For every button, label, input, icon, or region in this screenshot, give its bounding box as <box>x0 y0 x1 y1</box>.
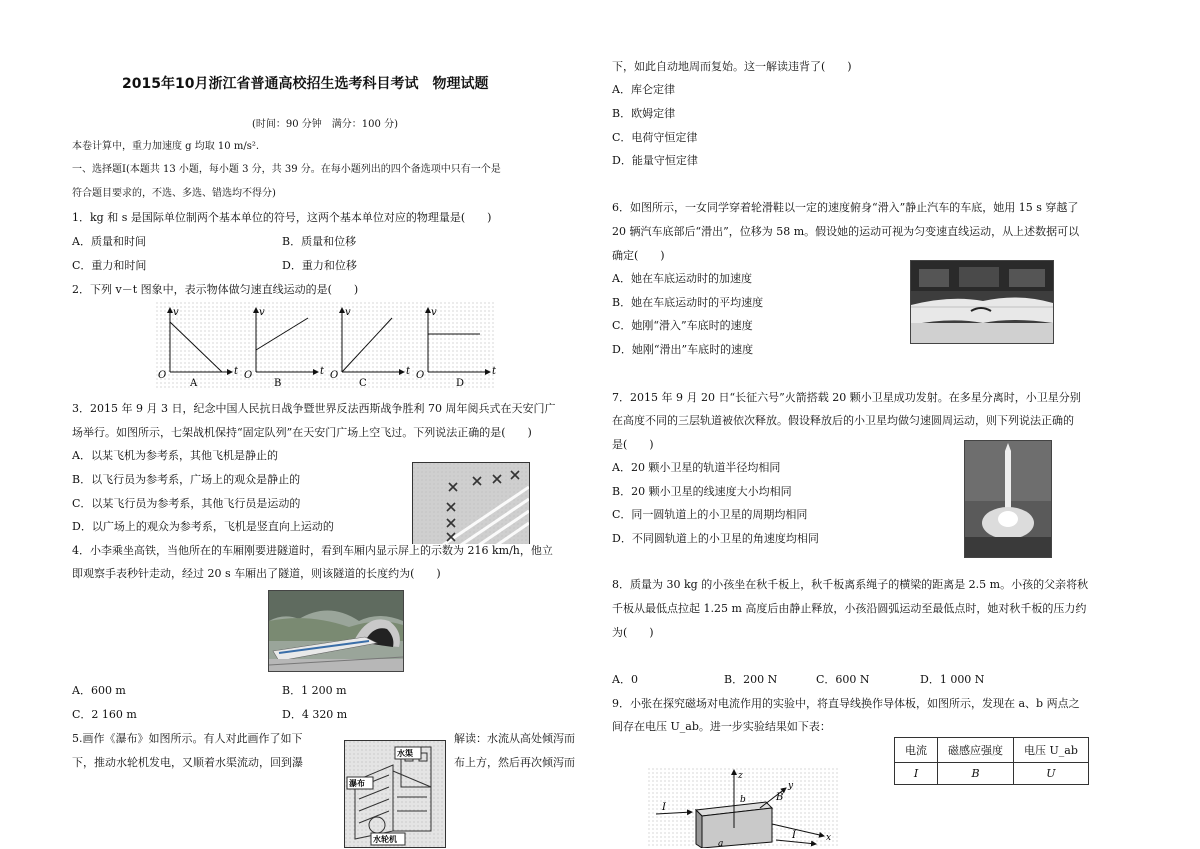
q1-option-b: B．质量和位移 <box>282 235 357 248</box>
q3-option-d: D．以广场上的观众为参考系，飞机是竖直向上运动的 <box>72 520 334 533</box>
q9-results-table <box>894 737 1089 785</box>
table-row <box>895 763 1089 785</box>
table-header-voltage: 电压 U_ab <box>1014 738 1089 763</box>
section1-intro-a: 一、选择题Ⅰ(本题共 13 小题，每小题 3 分，共 39 分。在每小题列出的四个备选项中只有一个是 <box>72 164 501 175</box>
q8-stem-a: 8．质量为 30 kg 的小孩坐在秋千板上，秋千板离系绳子的横梁的距离是 2.5 m。小孩的父亲将秋 <box>612 578 1089 591</box>
q4-train-tunnel-photo <box>268 590 404 672</box>
q5-option-d: D．能量守恒定律 <box>612 154 698 167</box>
q2-a-label: A <box>190 378 198 389</box>
q6-option-a: A．她在车底运动时的加速度 <box>612 272 752 285</box>
q6-stem-b: 20 辆汽车底部后“滑出”，位移为 58 m。假设她的运动可视为匀变速直线运动，从上述数据可以 <box>612 225 1080 238</box>
q2-d-t-label: t <box>492 366 496 377</box>
q3-stem-a: 3．2015 年 9 月 3 日，纪念中国人民抗日战争暨世界反法西斯战争胜利 70 周年阅兵式在天安门广 <box>72 402 556 415</box>
q6-option-d: D．她刚“滑出”车底时的速度 <box>612 343 754 356</box>
q2-c-label: C <box>359 378 367 389</box>
q5-waterfall-painting <box>344 740 446 848</box>
q8-option-b: B．200 N <box>724 673 778 686</box>
q5-label-waterfall: 瀑布 <box>349 778 365 788</box>
q4-option-b: B．1 200 m <box>282 684 347 697</box>
q4-option-c: C．2 160 m <box>72 708 137 721</box>
q4-stem-b: 即观察手表秒针走动，经过 20 s 车厢出了隧道，则该隧道的长度约为( ) <box>72 567 441 580</box>
table-cell-current: I <box>895 763 938 785</box>
q2-dotted-background <box>156 302 496 390</box>
table-cell-field: B <box>938 763 1014 785</box>
exam-time: (时间：90 分钟 满分：100 分) <box>252 119 398 130</box>
q7-option-b: B．20 颗小卫星的线速度大小均相同 <box>612 485 792 498</box>
q9-label-i-right: I <box>792 830 796 841</box>
q6-skater-photo <box>910 260 1054 344</box>
q7-option-d: D．不同圆轨道上的小卫星的角速度均相同 <box>612 532 819 545</box>
q5-line1-left: 5.画作《瀑布》如图所示。有人对此画作了如下 <box>72 732 303 745</box>
q2-d-label: D <box>456 378 465 389</box>
q2-d-origin: O <box>416 370 425 381</box>
q7-option-a: A．20 颗小卫星的轨道半径均相同 <box>612 461 781 474</box>
q9-label-field: B <box>776 792 784 803</box>
q8-stem-c: 为( ) <box>612 626 654 639</box>
q5-line2-right: 布上方，然后再次倾泻而 <box>454 756 575 769</box>
q2-d-v-label: v <box>431 307 437 318</box>
exam-title: 2015年10月浙江省普通高校招生选考科目考试 物理试题 <box>122 76 489 92</box>
q5-line1-right: 解读：水流从高处倾泻而 <box>454 732 575 745</box>
q3-option-c: C．以某飞行员为参考系，其他飞行员是运动的 <box>72 497 301 510</box>
q8-option-d: D．1 000 N <box>920 673 985 686</box>
q2-a-t-label: t <box>234 366 239 377</box>
q5-option-c: C．电荷守恒定律 <box>612 131 698 144</box>
q4-stem-a: 4．小李乘坐高铁，当他所在的车厢刚要进隧道时，看到车厢内显示屏上的示数为 216 km/h，他立 <box>72 544 553 557</box>
table-header-current: 电流 <box>895 738 938 763</box>
table-cell-voltage: U <box>1014 763 1089 785</box>
q9-stem-a: 9．小张在探究磁场对电流作用的实验中，将直导线换作导体板，如图所示，发现在 a、b 两点之 <box>612 697 1080 710</box>
q9-label-a: a <box>718 839 724 848</box>
q7-option-c: C．同一圆轨道上的小卫星的周期均相同 <box>612 508 808 521</box>
gravity-note: 本卷计算中，重力加速度 g 均取 10 m/s². <box>72 141 260 152</box>
q1-option-d: D．重力和位移 <box>282 259 357 272</box>
q6-stem-c: 确定( ) <box>612 249 665 262</box>
q2-vt-graphs <box>156 302 496 390</box>
table-row <box>895 738 1089 763</box>
q7-stem-a: 7．2015 年 9 月 20 日“长征六号”火箭搭载 20 颗小卫星成功发射。在多星分离时，小卫星分别 <box>612 391 1081 404</box>
q3-option-a: A．以某飞机为参考系，其他飞机是静止的 <box>72 449 278 462</box>
q2-b-t-label: t <box>320 366 325 377</box>
q8-option-a: A．0 <box>612 673 638 686</box>
q7-stem-c: 是( ) <box>612 438 654 451</box>
q9-stem-b: 间存在电压 U_ab。进一步实验结果如下表： <box>612 720 831 733</box>
q2-c-origin: O <box>330 370 339 381</box>
q8-option-c: C．600 N <box>816 673 870 686</box>
q3-jet-formation-photo <box>412 462 530 546</box>
q3-option-b: B．以飞行员为参考系，广场上的观众是静止的 <box>72 473 301 486</box>
q9-axis-z: z <box>738 771 743 781</box>
q2-a-origin: O <box>158 370 167 381</box>
q1-stem: 1．kg 和 s 是国际单位制两个基本单位的符号，这两个基本单位对应的物理量是( ) <box>72 211 492 224</box>
q7-rocket-launch-photo <box>964 440 1052 558</box>
q6-option-c: C．她刚“滑入”车底时的速度 <box>612 319 753 332</box>
q4-option-a: A．600 m <box>72 684 126 697</box>
q4-option-d: D．4 320 m <box>282 708 348 721</box>
q6-stem-a: 6．如图所示，一女同学穿着轮滑鞋以一定的速度俯身“滑入”静止汽车的车底，她用 15 s 穿越了 <box>612 201 1079 214</box>
q2-b-v-label: v <box>259 307 265 318</box>
q2-c-t-label: t <box>406 366 411 377</box>
q2-c-v-label: v <box>345 307 351 318</box>
q2-stem: 2．下列 v－t 图象中，表示物体做匀速直线运动的是( ) <box>72 283 359 296</box>
table-header-field: 磁感应强度 <box>938 738 1014 763</box>
q6-option-b: B．她在车底运动时的平均速度 <box>612 296 764 309</box>
q5-label-canal: 水渠 <box>397 748 413 758</box>
q9-conductor-plate-diagram <box>648 768 838 848</box>
q5-line2-left: 下，推动水轮机发电，又顺着水渠流动，回到瀑 <box>72 756 303 769</box>
q7-stem-b: 在高度不同的三层轨道被依次释放。假设释放后的小卫星均做匀速圆周运动，则下列说法正确的 <box>612 414 1074 427</box>
q9-label-i-left: I <box>662 802 666 813</box>
q5-label-turbine: 水轮机 <box>373 834 397 844</box>
q2-b-label: B <box>274 378 282 389</box>
q5-option-b: B．欧姆定律 <box>612 107 676 120</box>
q2-b-origin: O <box>244 370 253 381</box>
q3-stem-b: 场举行。如图所示，七架战机保持“固定队列”在天安门广场上空飞过。下列说法正确的是( ) <box>72 426 532 439</box>
q5-continuation: 下，如此自动地周而复始。这一解读违背了( ) <box>612 60 852 73</box>
section1-intro-b: 符合题目要求的，不选、多选、错选均不得分) <box>72 188 276 199</box>
q9-label-b: b <box>740 795 746 805</box>
q1-option-c: C．重力和时间 <box>72 259 147 272</box>
q2-a-v-label: v <box>173 307 179 318</box>
q1-option-a: A．质量和时间 <box>72 235 146 248</box>
q9-axis-y: y <box>788 781 794 791</box>
q8-stem-b: 千板从最低点拉起 1.25 m 高度后由静止释放，小孩沿圆弧运动至最低点时，她对秋千板的压力约 <box>612 602 1087 615</box>
q5-option-a: A．库仑定律 <box>612 83 675 96</box>
q9-axis-x: x <box>826 833 832 843</box>
